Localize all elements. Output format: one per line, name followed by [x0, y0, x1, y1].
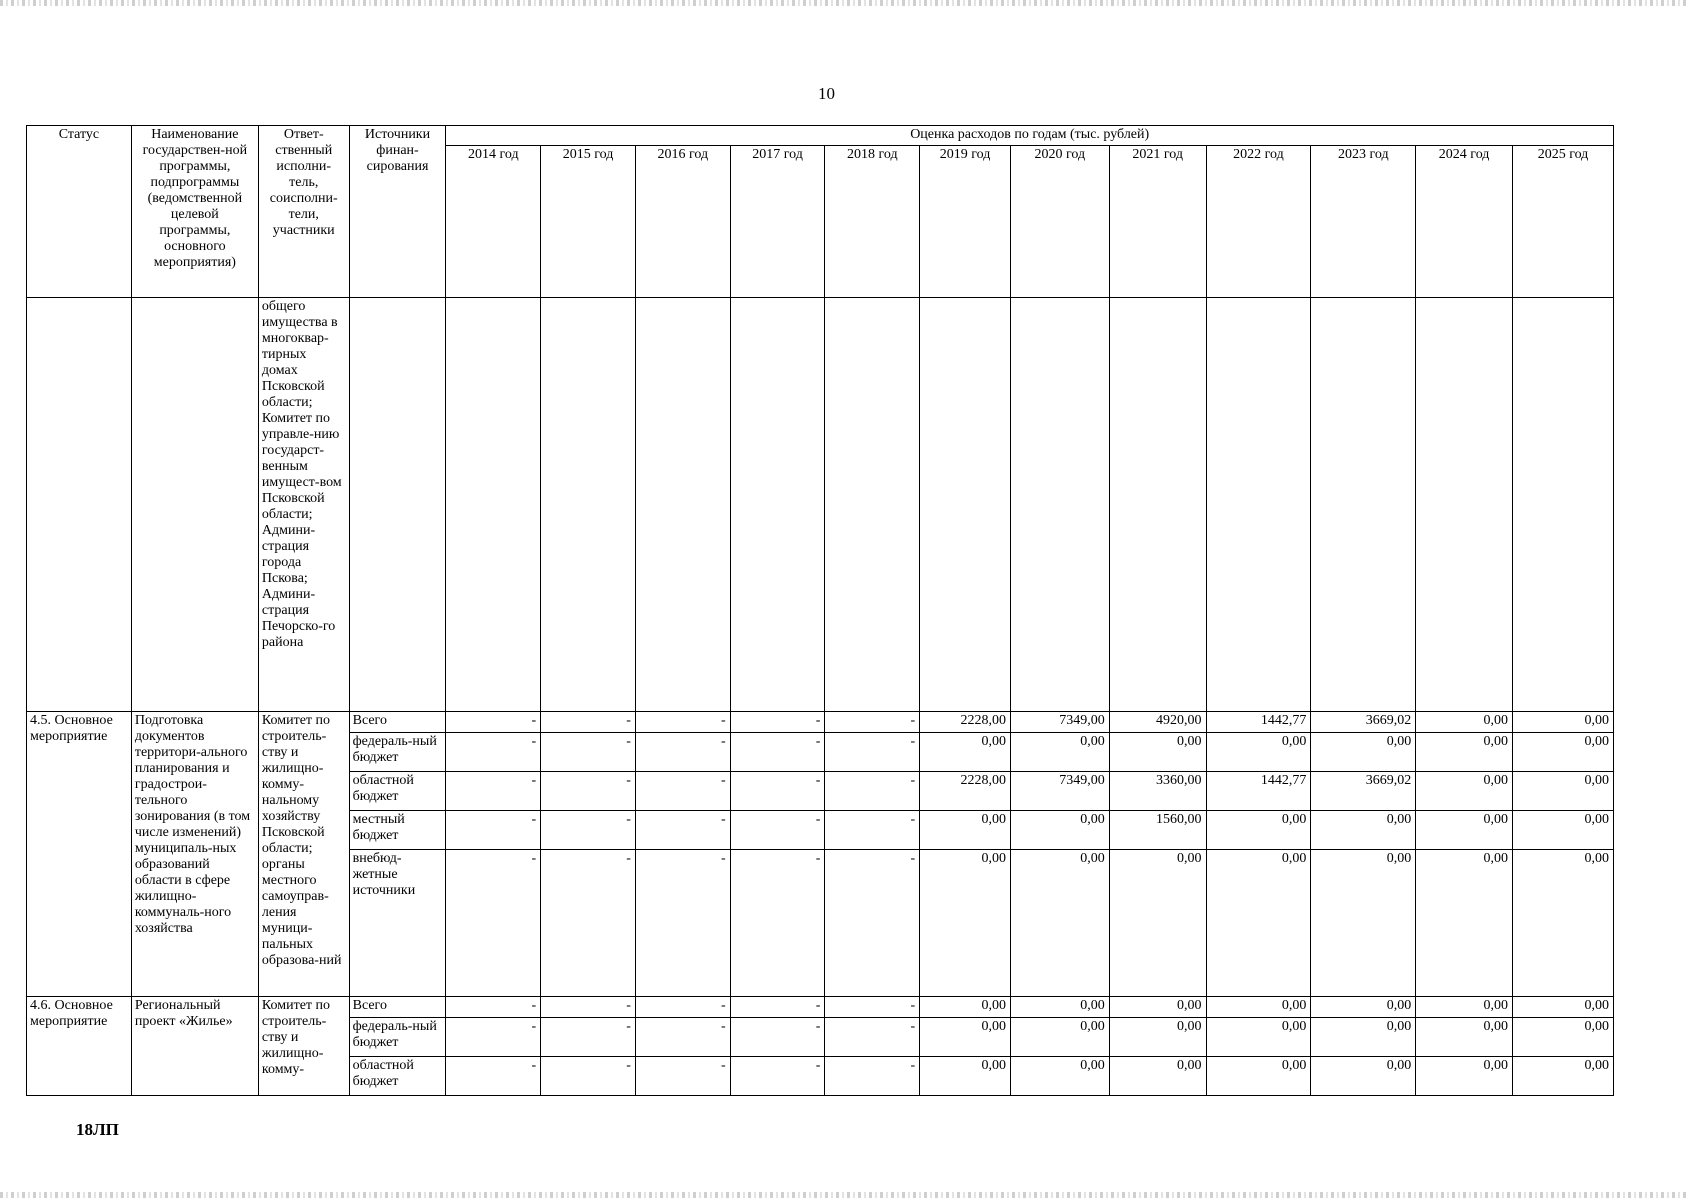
- measure-name: Региональный проект «Жилье»: [131, 997, 258, 1096]
- cell-empty: [131, 298, 258, 712]
- value-cell: -: [446, 772, 541, 811]
- table-row: [27, 712, 1614, 733]
- value-cell: 0,00: [920, 811, 1011, 850]
- value-cell: 0,00: [1513, 1057, 1614, 1096]
- value-cell: 0,00: [920, 850, 1011, 997]
- continuation-row: [27, 298, 1614, 712]
- measure-status: 4.5. Основное мероприятие: [27, 712, 132, 997]
- header-year: 2018 год: [825, 146, 920, 298]
- value-cell: -: [825, 997, 920, 1018]
- value-cell: 0,00: [1311, 850, 1416, 997]
- value-cell: 7349,00: [1010, 772, 1109, 811]
- value-cell: -: [635, 1018, 730, 1057]
- value-cell: -: [635, 712, 730, 733]
- value-cell: 0,00: [1513, 712, 1614, 733]
- measure-name: Подготовка документов территори-ального планирования и градострои-тельного зонирования (в том числе изменений) муниципаль-ных образований области в сфере жилищно-коммуналь-ного хозяйства: [131, 712, 258, 997]
- value-cell: 0,00: [1416, 772, 1513, 811]
- header-year: 2022 год: [1206, 146, 1311, 298]
- value-cell: -: [825, 850, 920, 997]
- value-cell: 0,00: [1416, 850, 1513, 997]
- value-cell: -: [825, 1018, 920, 1057]
- value-cell: 2228,00: [920, 772, 1011, 811]
- value-cell: 0,00: [1513, 811, 1614, 850]
- value-cell: -: [541, 733, 636, 772]
- value-cell: 0,00: [1206, 850, 1311, 997]
- header-year: 2020 год: [1010, 146, 1109, 298]
- value-cell: 0,00: [1513, 997, 1614, 1018]
- header-year: 2021 год: [1109, 146, 1206, 298]
- value-cell: 1442,77: [1206, 712, 1311, 733]
- value-cell: 0,00: [1416, 1057, 1513, 1096]
- value-cell: 0,00: [1206, 997, 1311, 1018]
- value-cell: -: [446, 733, 541, 772]
- value-cell: -: [730, 733, 825, 772]
- header-year: 2025 год: [1513, 146, 1614, 298]
- value-cell: -: [446, 850, 541, 997]
- value-cell: -: [541, 997, 636, 1018]
- value-cell: 0,00: [1311, 733, 1416, 772]
- value-cell: -: [541, 850, 636, 997]
- value-cell: -: [635, 733, 730, 772]
- value-cell: 0,00: [1109, 1057, 1206, 1096]
- measure-responsible: Комитет по строитель-ству и жилищно-комму-нальному хозяйству Псковской области; органы местного самоуправ-ления муници-пальных образова-ний: [258, 712, 349, 997]
- value-cell: 0,00: [1010, 850, 1109, 997]
- value-cell: 0,00: [920, 997, 1011, 1018]
- value-cell: -: [446, 811, 541, 850]
- value-cell: 0,00: [1311, 997, 1416, 1018]
- value-cell: -: [730, 850, 825, 997]
- value-cell: 7349,00: [1010, 712, 1109, 733]
- scan-edge-top: [0, 0, 1686, 6]
- value-cell: 0,00: [1311, 1057, 1416, 1096]
- value-cell: -: [446, 1018, 541, 1057]
- value-cell: -: [446, 712, 541, 733]
- value-cell: 3669,02: [1311, 712, 1416, 733]
- value-cell: 1560,00: [1109, 811, 1206, 850]
- source-label: областной бюджет: [349, 772, 446, 811]
- value-cell: 0,00: [1206, 1018, 1311, 1057]
- value-cell: 0,00: [1010, 1018, 1109, 1057]
- value-cell: 1442,77: [1206, 772, 1311, 811]
- value-cell: -: [825, 811, 920, 850]
- value-cell: 0,00: [1513, 772, 1614, 811]
- value-cell: 0,00: [1206, 811, 1311, 850]
- value-cell: -: [730, 712, 825, 733]
- header-responsible: Ответ-ственный исполни-тель, соисполни-тели, участники: [258, 126, 349, 298]
- cell-empty: [27, 298, 132, 712]
- value-cell: -: [825, 1057, 920, 1096]
- value-cell: 0,00: [920, 733, 1011, 772]
- value-cell: 0,00: [920, 1018, 1011, 1057]
- value-cell: 0,00: [1416, 733, 1513, 772]
- value-cell: 0,00: [1206, 1057, 1311, 1096]
- value-cell: -: [635, 997, 730, 1018]
- page-number: 10: [818, 84, 835, 103]
- value-cell: -: [541, 811, 636, 850]
- header-year: 2014 год: [446, 146, 541, 298]
- footer-mark: 18ЛП: [76, 1120, 119, 1139]
- source-label: областной бюджет: [349, 1057, 446, 1096]
- source-label: федераль-ный бюджет: [349, 733, 446, 772]
- value-cell: -: [825, 712, 920, 733]
- header-expenses-title: Оценка расходов по годам (тыс. рублей): [446, 126, 1614, 146]
- value-cell: -: [730, 1057, 825, 1096]
- value-cell: 0,00: [1416, 811, 1513, 850]
- value-cell: 0,00: [1513, 1018, 1614, 1057]
- value-cell: 3669,02: [1311, 772, 1416, 811]
- value-cell: -: [730, 1018, 825, 1057]
- header-status: Статус: [27, 126, 132, 298]
- header-year: 2016 год: [635, 146, 730, 298]
- value-cell: 0,00: [1109, 733, 1206, 772]
- value-cell: -: [541, 712, 636, 733]
- value-cell: 4920,00: [1109, 712, 1206, 733]
- value-cell: 0,00: [1311, 811, 1416, 850]
- header-year: 2024 год: [1416, 146, 1513, 298]
- scan-edge-bottom: [0, 1192, 1686, 1198]
- header-year: 2017 год: [730, 146, 825, 298]
- value-cell: 0,00: [920, 1057, 1011, 1096]
- header-year: 2023 год: [1311, 146, 1416, 298]
- value-cell: 0,00: [1109, 1018, 1206, 1057]
- value-cell: -: [541, 772, 636, 811]
- value-cell: 0,00: [1416, 1018, 1513, 1057]
- source-label: местный бюджет: [349, 811, 446, 850]
- value-cell: 0,00: [1109, 997, 1206, 1018]
- value-cell: 0,00: [1109, 850, 1206, 997]
- value-cell: -: [635, 1057, 730, 1096]
- value-cell: 2228,00: [920, 712, 1011, 733]
- measure-responsible: Комитет по строитель-ству и жилищно-комму-: [258, 997, 349, 1096]
- measure-status: 4.6. Основное мероприятие: [27, 997, 132, 1096]
- budget-table: [26, 125, 1614, 1096]
- table-row: [27, 997, 1614, 1018]
- value-cell: -: [541, 1018, 636, 1057]
- source-label: Всего: [349, 712, 446, 733]
- source-label: федераль-ный бюджет: [349, 1018, 446, 1057]
- value-cell: -: [541, 1057, 636, 1096]
- value-cell: -: [446, 997, 541, 1018]
- source-label: Всего: [349, 997, 446, 1018]
- header-sources: Источники финан-сирования: [349, 126, 446, 298]
- value-cell: -: [730, 772, 825, 811]
- value-cell: 0,00: [1010, 997, 1109, 1018]
- value-cell: 0,00: [1010, 811, 1109, 850]
- value-cell: -: [730, 811, 825, 850]
- value-cell: 3360,00: [1109, 772, 1206, 811]
- value-cell: 0,00: [1010, 1057, 1109, 1096]
- continuation-responsible: общего имущества в многоквар-тирных домах Псковской области; Комитет по управле-нию государст-венным имущест-вом Псковской области; Админи-страция города Пскова; Админи-страция Печорско-го района: [258, 298, 349, 712]
- value-cell: -: [635, 850, 730, 997]
- source-label: внебюд-жетные источники: [349, 850, 446, 997]
- header-year: 2015 год: [541, 146, 636, 298]
- value-cell: -: [730, 997, 825, 1018]
- value-cell: 0,00: [1416, 712, 1513, 733]
- value-cell: -: [446, 1057, 541, 1096]
- value-cell: -: [825, 772, 920, 811]
- header-year: 2019 год: [920, 146, 1011, 298]
- value-cell: 0,00: [1010, 733, 1109, 772]
- value-cell: 0,00: [1513, 733, 1614, 772]
- value-cell: 0,00: [1513, 850, 1614, 997]
- value-cell: -: [825, 733, 920, 772]
- value-cell: 0,00: [1311, 1018, 1416, 1057]
- cell-empty: [349, 298, 446, 712]
- value-cell: -: [635, 772, 730, 811]
- value-cell: 0,00: [1416, 997, 1513, 1018]
- value-cell: -: [635, 811, 730, 850]
- header-name: Наименование государствен-ной программы, подпрограммы (ведомственной целевой программы, основного мероприятия): [131, 126, 258, 298]
- value-cell: 0,00: [1206, 733, 1311, 772]
